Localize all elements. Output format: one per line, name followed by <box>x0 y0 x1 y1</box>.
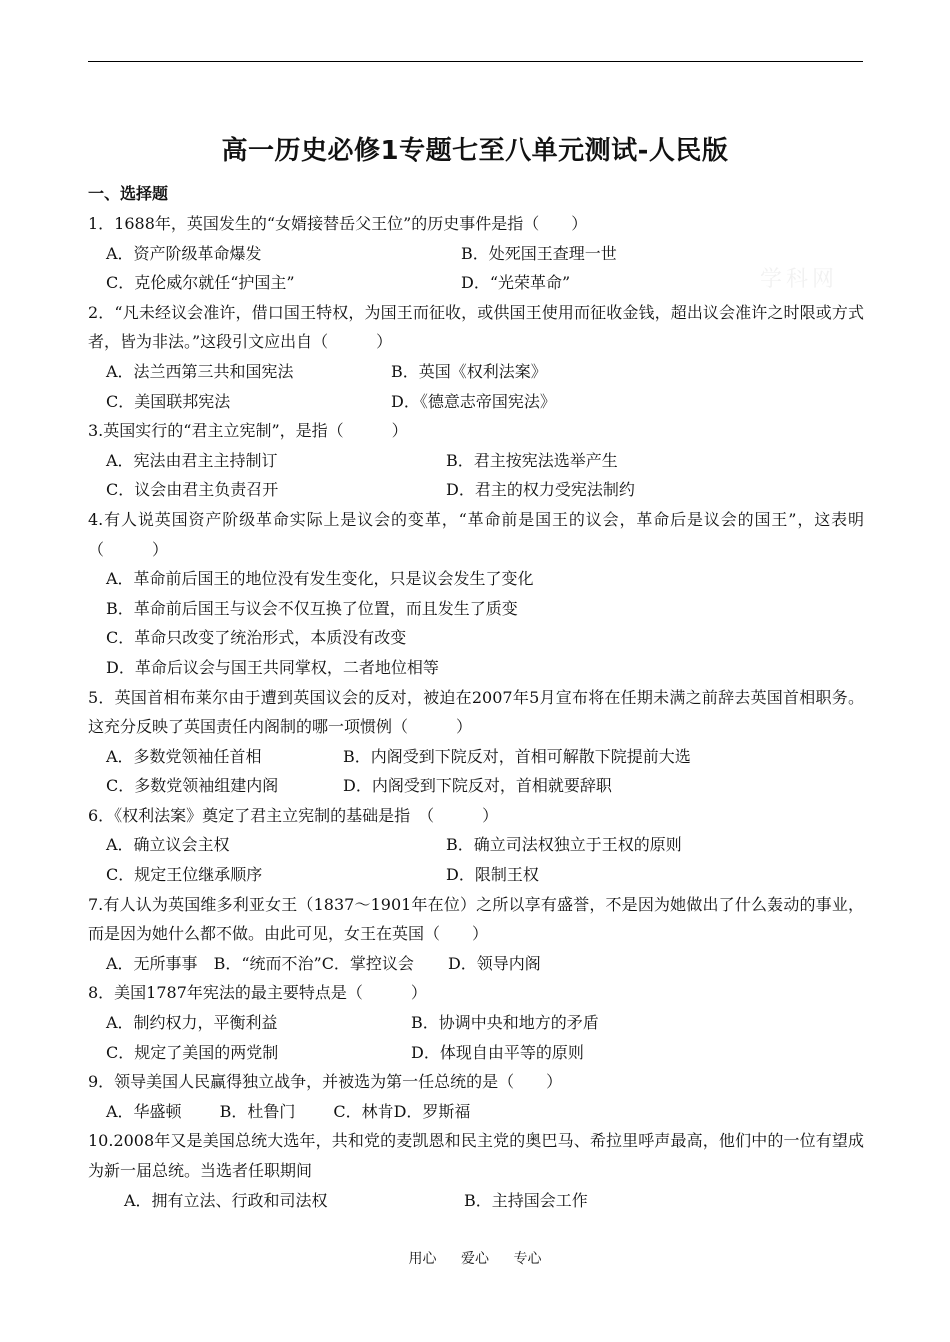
option-d: D．限制王权 <box>446 865 539 885</box>
header-rule <box>88 61 863 62</box>
option-c: C．规定了美国的两党制 <box>106 1042 279 1062</box>
option-a: A．确立议会主权 <box>106 835 230 855</box>
question-stem: 4.有人说英国资产阶级革命实际上是议会的变革，“革命前是国王的议会，革命后是议会的国王”，这表明 （ ） <box>88 509 913 559</box>
option-c: C．革命只改变了统治形式，本质没有改变 <box>106 628 407 648</box>
question-7 <box>88 890 864 979</box>
option-c: C．美国联邦宪法 <box>106 391 231 411</box>
footer-text-1: 用心 <box>408 1251 437 1267</box>
option-b: B．杜鲁门 <box>219 1101 296 1121</box>
option-a: A．华盛顿 <box>106 1101 182 1121</box>
option-c: C．林肯 <box>333 1101 394 1121</box>
option-c: C．克伦威尔就任“护国主” <box>106 273 295 293</box>
question-3 <box>88 416 864 505</box>
page-title: 高一历史必修1专题七至八单元测试-人民版 <box>221 136 729 166</box>
option-d: D．罗斯福 <box>393 1101 471 1121</box>
question-5 <box>88 683 864 801</box>
option-d: D．内阁受到下院反对，首相就要辞职 <box>343 776 612 796</box>
option-a: A．无所事事 <box>106 953 198 973</box>
question-1 <box>88 209 864 298</box>
option-a: A．拥有立法、行政和司法权 <box>124 1190 328 1210</box>
question-8 <box>88 978 864 1067</box>
option-d: D．《德意志帝国宪法》 <box>391 391 556 411</box>
option-b: B．确立司法权独立于王权的原则 <box>446 835 682 855</box>
question-stem: 8．美国1787年宪法的最主要特点是（ ） <box>88 983 427 1003</box>
option-b: B．内阁受到下院反对，首相可解散下院提前大选 <box>343 746 691 766</box>
option-a: A．革命前后国王的地位没有发生变化，只是议会发生了变化 <box>106 569 534 589</box>
option-d: D．体现自由平等的原则 <box>411 1042 584 1062</box>
option-a: A．宪法由君主主持制订 <box>106 450 278 470</box>
option-d: D．君主的权力受宪法制约 <box>446 480 635 500</box>
question-9 <box>88 1067 864 1126</box>
page-footer <box>0 1248 950 1268</box>
option-b: B．主持国会工作 <box>464 1190 588 1210</box>
option-d: D．“光荣革命” <box>461 273 571 293</box>
question-list <box>88 209 913 1215</box>
question-6 <box>88 801 864 890</box>
option-a: A．制约权力，平衡利益 <box>106 1013 278 1033</box>
question-stem: 9．领导美国人民赢得独立战争，并被选为第一任总统的是（ ） <box>88 1072 563 1092</box>
option-b: B．处死国王查理一世 <box>461 243 617 263</box>
footer-text-3: 专心 <box>513 1251 542 1267</box>
option-c: C．规定王位继承顺序 <box>106 865 263 885</box>
question-stem: 6．《权利法案》奠定了君主立宪制的基础是指 （ ） <box>88 805 499 825</box>
option-b: B．革命前后国王与议会不仅互换了位置，而且发生了质变 <box>106 598 518 618</box>
question-stem: 10.2008年又是美国总统大选年，共和党的麦凯恩和民主党的奥巴马、希拉里呼声最高，他们中的一位有望成为新一届总统。当选者任职期间 <box>88 1131 864 1180</box>
option-a: A．资产阶级革命爆发 <box>106 243 262 263</box>
option-d: D．领导内阁 <box>447 953 541 973</box>
watermark: 学科网 <box>760 267 839 292</box>
option-b: B．英国《权利法案》 <box>391 361 547 381</box>
option-a: A．多数党领袖任首相 <box>106 746 262 766</box>
option-c: C．多数党领袖组建内阁 <box>106 776 279 796</box>
option-c: C．掌控议会 <box>321 953 414 973</box>
option-d: D．革命后议会与国王共同掌权，二者地位相等 <box>106 657 439 677</box>
question-stem: 2．“凡未经议会准许，借口国王特权，为国王而征收，或供国王使用而征收金钱，超出议会准许之时限或方式者，皆为非法。”这段引文应出自（ ） <box>88 302 864 352</box>
option-b: B．君主按宪法选举产生 <box>446 450 618 470</box>
option-a: A．法兰西第三共和国宪法 <box>106 361 294 381</box>
question-stem: 3.英国实行的“君主立宪制”，是指（ ） <box>88 421 408 441</box>
section-heading: 一、选择题 <box>88 184 169 203</box>
question-stem: 1．1688年，英国发生的“女婿接替岳父王位”的历史事件是指（ ） <box>88 214 588 233</box>
question-10 <box>88 1126 864 1215</box>
option-b: B．协调中央和地方的矛盾 <box>411 1013 599 1033</box>
question-4 <box>88 505 913 683</box>
question-stem: 5．英国首相布莱尔由于遭到英国议会的反对，被迫在2007年5月宣布将在任期未满之前辞去英国首相职务。这充分反映了英国责任内阁制的哪一项惯例（ ） <box>88 687 864 737</box>
question-stem: 7.有人认为英国维多利亚女王（1837～1901年在位）之所以享有盛誉，不是因为她做出了什么轰动的事业，而是因为她什么都不做。由此可见，女王在英国（ ） <box>88 894 864 944</box>
footer-text-2: 爱心 <box>461 1251 489 1267</box>
question-2 <box>88 298 864 416</box>
option-b: B．“统而不治” <box>213 953 322 973</box>
option-c: C．议会由君主负责召开 <box>106 480 279 500</box>
